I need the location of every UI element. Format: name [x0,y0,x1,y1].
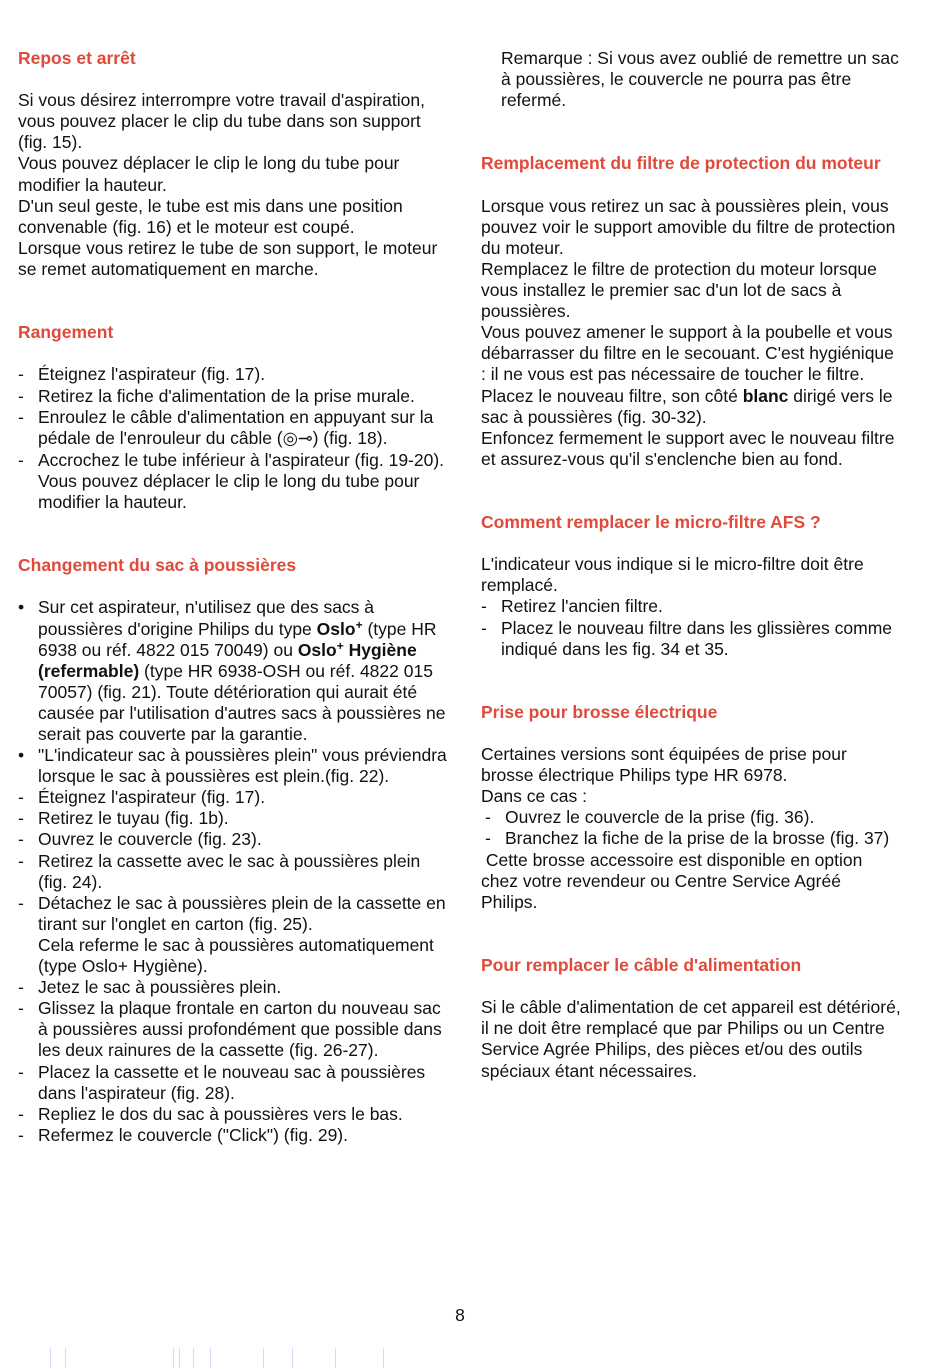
remarque-note: Remarque : Si vous avez oublié de remettre un sac à poussières, le couvercle ne pourra pas être refermé. [501,48,899,111]
heading-prise: Prise pour brosse électrique [481,701,718,722]
list-item: • Sur cet aspirateur, n'utilisez que des sacs à poussières d'origine Philips du type Oslo+ (type HR 6938 ou réf. 4822 015 70049) ou Oslo+ Hygiène (refermable) (type HR 6938-OSH ou réf. 4822 015 70057) (fig. 21). Toute détérioration qui aurait été causée par l'utilisation d'autres sacs à poussières ne serait pas couverte par la garantie. [18,597,446,744]
left-column [18,48,448,1146]
prise-body: Certaines versions sont équipées de prise pour brosse électrique Philips type HR 6978. Dans ce cas : [481,744,847,807]
list-item: - Retirez le tuyau (fig. 1b). [18,808,229,829]
filtre-body: Lorsque vous retirez un sac à poussières plein, vous pouvez voir le support amovible du filtre de protection du moteur. Remplacez le filtre de protection du moteur lorsque vous installez le premier sac d'un lot de sacs à poussières. Vous pouvez amener le support à la poubelle et vous débarrasser du filtre en le secouant. C'est hygiénique : il ne vous est pas nécessaire de toucher le filtre. Placez le nouveau filtre, son côté blanc dirigé vers le sac à poussières (fig. 30-32). Enfoncez fermement le support avec le nouveau filtre et assurez-vous qu'il s'enclenche bien au fond. [481,195,896,469]
heading-afs: Comment remplacer le micro-filtre AFS ? [481,512,821,533]
list-item: - Repliez le dos du sac à poussières vers le bas. [18,1103,403,1124]
rangement-list [18,364,448,513]
repos-body: Si vous désirez interrompre votre travail d'aspiration, vous pouvez placer le clip du tube dans son support (fig. 15). Vous pouvez déplacer le clip le long du tube pour modifier la hauteur. D'un seul geste, le tube est mis dans une position convenable (fig. 16) et le moteur est coupé. Lorsque vous retirez le tube de son support, le moteur se remet automatiquement en marche. [18,90,438,279]
list-item: - Glissez la plaque frontale en carton du nouveau sac à poussières aussi profondément que possible dans les deux rainures de la cassette (fig. 26-27). [18,998,442,1061]
heading-filtre: Remplacement du filtre de protection du moteur [481,153,881,174]
heading-repos: Repos et arrêt [18,48,136,68]
afs-list [481,596,901,659]
changement-list [18,597,448,1145]
list-item: - Accrochez le tube inférieur à l'aspirateur (fig. 19-20). Vous pouvez déplacer le clip le long du tube pour modifier la hauteur. [18,449,445,512]
list-item: - Ouvrez le couvercle de la prise (fig. 36). [485,807,815,828]
list-item: - Éteignez l'aspirateur (fig. 17). [18,364,266,385]
list-item: - Retirez la cassette avec le sac à poussières plein (fig. 24). [18,850,421,892]
list-item: - Retirez la fiche d'alimentation de la prise murale. [18,385,415,406]
heading-changement: Changement du sac à poussières [18,555,297,576]
list-item: - Placez la cassette et le nouveau sac à poussières dans l'aspirateur (fig. 28). [18,1061,426,1103]
page-number: 8 [455,1305,465,1325]
afs-body: L'indicateur vous indique si le micro-filtre doit être remplacé. [481,554,864,596]
prise-tail: Cette brosse accessoire est disponible en option chez votre revendeur ou Centre Service Agréé Philips. [481,849,868,912]
list-item: - Retirez l'ancien filtre. [481,596,663,617]
cable-body: Si le câble d'alimentation de cet appareil est détérioré, il ne doit être remplacé que par Philips ou un Centre Service Agrée Philips, des pièces et/ou des outils spéciaux étant nécessaires. [481,997,901,1081]
right-column [481,48,901,1082]
list-item: - Placez le nouveau filtre dans les glissières comme indiqué dans les fig. 34 et 35. [481,617,893,659]
heading-rangement: Rangement [18,322,114,343]
list-item: - Ouvrez le couvercle (fig. 23). [18,829,262,850]
list-item: - Jetez le sac à poussières plein. [18,977,282,998]
list-item: • "L'indicateur sac à poussières plein" vous préviendra lorsque le sac à poussières est plein.(fig. 22). [18,745,447,787]
list-item: - Éteignez l'aspirateur (fig. 17). [18,787,266,808]
list-item: - Branchez la fiche de la prise de la brosse (fig. 37) [485,828,890,849]
list-item: - Refermez le couvercle ("Click") (fig. 29). [18,1124,349,1145]
cable-reel-icon: ◎⊸ [282,428,313,449]
list-item: - Enroulez le câble d'alimentation en appuyant sur la pédale de l'enrouleur du câble (◎⊸) (fig. 18). [18,406,434,449]
list-item: - Détachez le sac à poussières plein de la cassette en tirant sur l'onglet en carton (fig. 25). Cela referme le sac à poussières automatiquement (type Oslo+ Hygiène). [18,892,446,977]
prise-list [485,807,901,849]
heading-cable: Pour remplacer le câble d'alimentation [481,955,802,976]
